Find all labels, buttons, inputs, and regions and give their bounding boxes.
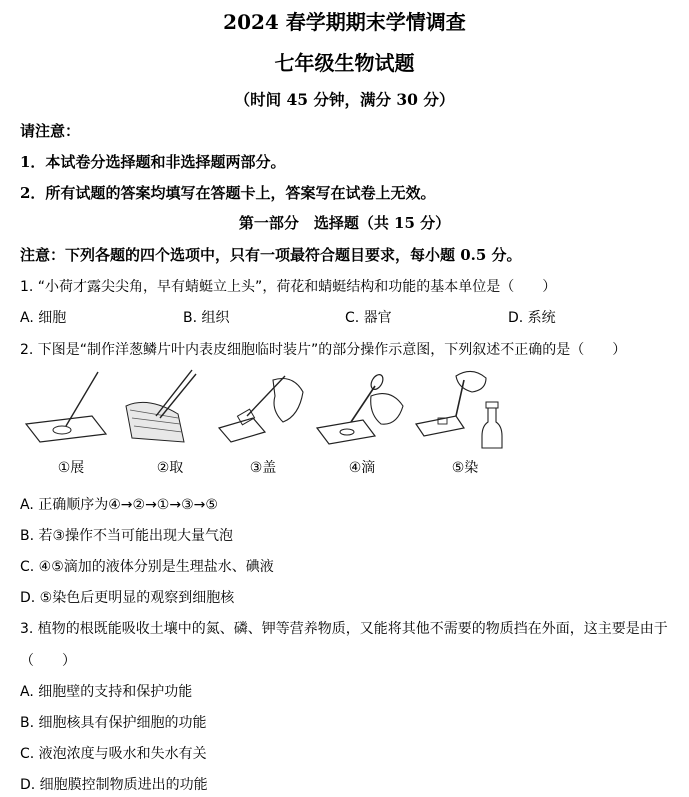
option-c: C. 液泡浓度与吸水和失水有关 [20, 746, 207, 762]
time-info: （时间 45 分钟，满分 30 分） [234, 90, 455, 109]
figure-caption: ②取 [156, 460, 184, 476]
notice-item: 2．所有试题的答案均填写在答题卡上，答案写在试卷上无效。 [20, 184, 436, 202]
spread-step-illustration [22, 366, 112, 452]
option-b: B. 细胞核具有保护细胞的功能 [20, 715, 207, 731]
figure-caption: ⑤染 [451, 460, 479, 476]
option-b: B. 组织 [183, 310, 230, 326]
figure-caption: ④滴 [348, 460, 376, 476]
take-step-illustration [118, 366, 203, 452]
section-instruction: 注意：下列各题的四个选项中，只有一项最符合题目要求，每小题 0.5 分。 [20, 246, 522, 264]
option-a: A. 正确顺序为④→②→①→③→⑤ [20, 497, 218, 513]
figure-caption: ③盖 [249, 460, 277, 476]
option-c: C. 器官 [345, 310, 392, 326]
option-d: D. ⑤染色后更明显的观察到细胞核 [20, 590, 235, 606]
option-d: D. 系统 [508, 310, 556, 326]
drop-step-illustration [313, 366, 408, 452]
option-a: A. 细胞壁的支持和保护功能 [20, 684, 193, 700]
option-c: C. ④⑤滴加的液体分别是生理盐水、碘液 [20, 559, 274, 575]
stain-step-illustration [412, 366, 504, 452]
question-stem: 2. 下图是“制作洋葱鳞片叶内表皮细胞临时装片”的部分操作示意图，下列叙述不正确的是（ ） [20, 342, 627, 358]
option-a: A. 细胞 [20, 310, 67, 326]
question-stem: 1. “小荷才露尖尖角，早有蜻蜓立上头”，荷花和蜻蜓结构和功能的基本单位是（ ） [20, 279, 557, 295]
option-d: D. 细胞膜控制物质进出的功能 [20, 777, 208, 793]
notice-heading: 请注意： [20, 122, 81, 140]
figure-caption: ①展 [57, 460, 85, 476]
question-stem: 3. 植物的根既能吸收土壤中的氮、磷、钾等营养物质，又能将其他不需要的物质挡在外面，这主要是由于 [20, 621, 668, 637]
option-b: B. 若③操作不当可能出现大量气泡 [20, 528, 234, 544]
cover-step-illustration [213, 366, 308, 452]
question-stem-continued: （ ） [20, 653, 76, 669]
exam-subtitle: 七年级生物试题 [274, 51, 415, 75]
notice-item: 1．本试卷分选择题和非选择题两部分。 [20, 153, 286, 171]
section-title: 第一部分 选择题（共 15 分） [238, 214, 451, 232]
exam-title: 2024 春学期期末学情调查 [223, 10, 466, 34]
